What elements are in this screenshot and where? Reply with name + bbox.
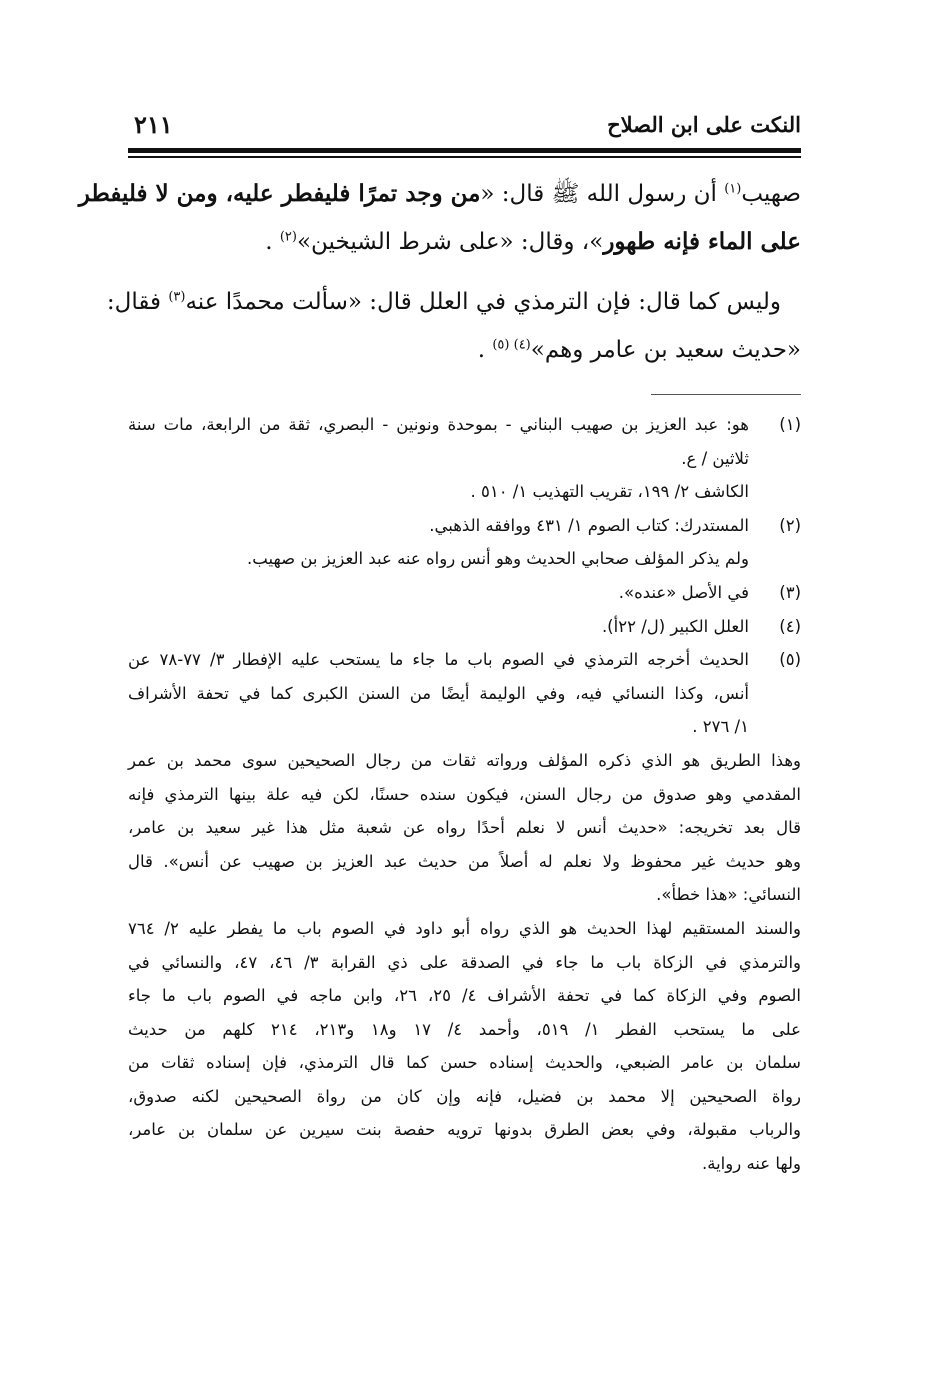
footnote-number: (٤) <box>779 616 801 636</box>
footnote-ref: (٢) <box>279 229 297 245</box>
header-rule-thick <box>128 148 801 153</box>
main-line <box>128 218 801 266</box>
footnote-line: ولم يذكر المؤلف صحابي الحديث وهو أنس رواه عنه عبد العزيز بن صهيب. <box>247 549 749 569</box>
footnote-line: وهذا الطريق هو الذي ذكره المؤلف ورواته ثقات من رجال الصحيحين سوى محمد بن عمر <box>128 750 801 770</box>
text-run: وليس كما قال: فإن الترمذي في العلل قال: «سألت محمدًا عنه <box>185 289 781 315</box>
header-rule-thin <box>128 156 801 158</box>
hadith-text: على الماء فإنه طهور <box>603 228 801 255</box>
main-line <box>128 326 801 374</box>
footnote-line: رواة الصحيحين إلا محمد بن فضيل، فإنه وإن كان من رواة الصحيحين لكنه صدوق، <box>128 1086 801 1106</box>
footnote-line: والسند المستقيم لهذا الحديث هو الذي رواه أبو داود في الصوم باب ما يفطر عليه ٢/ ٧٦٤ <box>128 918 801 938</box>
text-run: . <box>265 229 280 255</box>
footnote-line: سلمان بن عامر الضبعي، والحديث إسناده حسن كما قال الترمذي، فإن إسناده ثقات من <box>128 1053 801 1073</box>
footnote-line: الكاشف ٢/ ١٩٩، تقريب التهذيب ١/ ٥١٠ . <box>470 482 749 502</box>
footnote-line: ولها عنه رواية. <box>702 1154 801 1174</box>
footnote-text: العلل الكبير (ل/ ٢٢أ). <box>601 616 749 636</box>
hadith-text: من وجد تمرًا فليفطر عليه، ومن لا فليفطر <box>78 180 481 207</box>
footnote-line: المقدمي وهو صدوق من رجال السنن، فيكون سنده حسنًا، لكن فيه علة بينها الترمذي فإنه <box>128 784 801 804</box>
footnote-line: على ما يستحب الفطر ١/ ٥١٩، وأحمد ٤/ ١٧ و١٨ و٢١٣، ٢١٤ كلهم من حديث <box>128 1019 801 1039</box>
footnote-line <box>128 408 801 442</box>
footnote-number: (١) <box>779 415 801 434</box>
footnote-line: قال بعد تخريجه: «حديث أنس لا نعلم أحدًا رواه عن شعبة مثل هذا غير سعيد بن عامر، <box>128 818 801 838</box>
footnote-line <box>128 643 801 677</box>
text-run: «حديث سعيد بن عامر وهم» <box>530 337 801 363</box>
text-run: صهيب <box>741 181 801 207</box>
footnote-line: ثلاثين / ع. <box>681 448 749 468</box>
footnote-ref: (٤) (٥) <box>492 337 531 353</box>
footnote-line <box>128 509 801 543</box>
footnote-ref: (٣) <box>168 289 186 305</box>
page-header <box>128 108 801 148</box>
footnote-text: هو: عبد العزيز بن صهيب البناني - بموحدة ونونين - البصري، ثقة من الرابعة، مات سنة <box>128 415 749 434</box>
footnote-number: (٥) <box>779 650 801 670</box>
main-line <box>78 170 801 218</box>
footnote-text: في الأصل «عنده». <box>618 582 749 602</box>
footnote-text: المستدرك: كتاب الصوم ١/ ٤٣١ ووافقه الذهبي. <box>429 515 749 535</box>
footnote-line: أنس، وكذا النسائي فيه، وفي الوليمة أيضًا من السنن الكبرى كما في تحفة الأشراف <box>128 683 749 703</box>
footnote-line: وهو حديث غير محفوظ ولا نعلم له أصلاً من حديث عبد العزيز بن صهيب عن أنس». قال <box>128 851 801 871</box>
footnote-line: والترمذي في الزكاة باب ما جاء في الصدقة على ذي القرابة ٣/ ٤٦، ٤٧، والنسائي في <box>128 952 801 972</box>
footnotes <box>128 408 801 1181</box>
footnote-number: (٢) <box>779 515 801 535</box>
main-line <box>106 278 801 326</box>
footnote-ref: (١) <box>724 181 742 197</box>
text-run: أن رسول الله ﷺ قال: « <box>480 181 725 207</box>
footnote-line <box>128 610 801 644</box>
text-run: فقال: <box>106 289 169 315</box>
footnote-line: والرباب مقبولة، وفي بعض الطرق بدونها ترويه حفصة بنت سيرين عن سلمان بن عامر، <box>128 1120 801 1140</box>
text-run: . <box>477 337 493 363</box>
text-run: »، وقال: «على شرط الشيخين» <box>296 229 604 255</box>
footnote-line: الصوم وفي الزكاة كما في تحفة الأشراف ٤/ ٢٥، ٢٦، وابن ماجه في الصوم باب ما جاء <box>128 986 802 1006</box>
running-title: النكت على ابن الصلاح <box>607 112 801 137</box>
footnote-line: ١/ ٢٧٦ . <box>692 717 749 737</box>
page-number: ٢١١ <box>134 110 173 139</box>
footnote-number: (٣) <box>779 582 801 602</box>
footnote-text: الحديث أخرجه الترمذي في الصوم باب ما جاء ما يستحب عليه الإفطار ٣/ ٧٧-٧٨ عن <box>128 650 749 670</box>
footnote-separator <box>651 394 801 395</box>
footnote-line <box>128 576 801 610</box>
main-text <box>78 170 801 374</box>
footnote-line: النسائي: «هذا خطأ». <box>656 885 801 905</box>
